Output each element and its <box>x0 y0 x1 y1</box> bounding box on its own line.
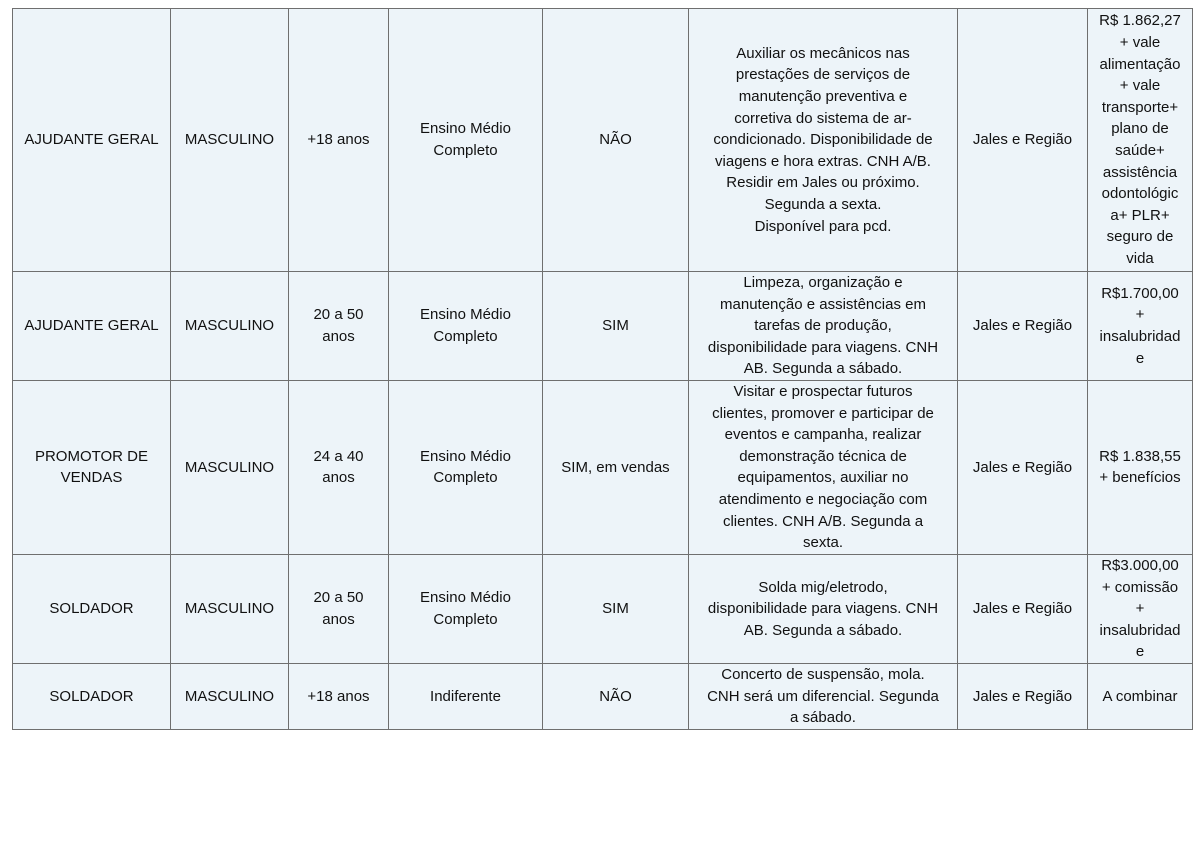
table-row <box>13 554 1193 663</box>
location-cell: Jales e Região <box>958 272 1088 381</box>
salary-cell: R$3.000,00 + comissão + insalubridad e <box>1088 554 1193 663</box>
job-listings-table <box>12 8 1193 730</box>
location-cell: Jales e Região <box>958 380 1088 554</box>
job-title-cell: SOLDADOR <box>13 663 171 729</box>
experience-cell: NÃO <box>543 9 689 272</box>
age-cell: +18 anos <box>289 663 389 729</box>
description-cell: Auxiliar os mecânicos nas prestações de serviços de manutenção preventiva e corretiva do sistema de ar- condicionado. Disponibilidade de viagens e hora extras. CNH A/B. Residir em Jales ou próximo. Segunda a sexta. Disponível para pcd. <box>689 9 958 272</box>
table-row <box>13 380 1193 554</box>
gender-cell: MASCULINO <box>171 663 289 729</box>
job-title-cell: AJUDANTE GERAL <box>13 272 171 381</box>
gender-cell: MASCULINO <box>171 380 289 554</box>
salary-cell: R$1.700,00 + insalubridad e <box>1088 272 1193 381</box>
experience-cell: SIM, em vendas <box>543 380 689 554</box>
education-cell: Ensino Médio Completo <box>389 554 543 663</box>
experience-cell: SIM <box>543 554 689 663</box>
gender-cell: MASCULINO <box>171 272 289 381</box>
gender-cell: MASCULINO <box>171 554 289 663</box>
gender-cell: MASCULINO <box>171 9 289 272</box>
job-title-cell: SOLDADOR <box>13 554 171 663</box>
education-cell: Ensino Médio Completo <box>389 9 543 272</box>
education-cell: Ensino Médio Completo <box>389 272 543 381</box>
salary-cell: A combinar <box>1088 663 1193 729</box>
age-cell: 20 a 50 anos <box>289 554 389 663</box>
table-row <box>13 663 1193 729</box>
salary-cell: R$ 1.862,27 + vale alimentação + vale transporte+ plano de saúde+ assistência odontológic a+ PLR+ seguro de vida <box>1088 9 1193 272</box>
description-cell: Limpeza, organização e manutenção e assistências em tarefas de produção, disponibilidade para viagens. CNH AB. Segunda a sábado. <box>689 272 958 381</box>
age-cell: 20 a 50 anos <box>289 272 389 381</box>
education-cell: Ensino Médio Completo <box>389 380 543 554</box>
job-title-cell: AJUDANTE GERAL <box>13 9 171 272</box>
location-cell: Jales e Região <box>958 9 1088 272</box>
table-row <box>13 9 1193 272</box>
description-cell: Concerto de suspensão, mola. CNH será um diferencial. Segunda a sábado. <box>689 663 958 729</box>
description-cell: Visitar e prospectar futuros clientes, promover e participar de eventos e campanha, realizar demonstração técnica de equipamentos, auxiliar no atendimento e negociação com clientes. CNH A/B. Segunda a sexta. <box>689 380 958 554</box>
age-cell: 24 a 40 anos <box>289 380 389 554</box>
table-row <box>13 272 1193 381</box>
location-cell: Jales e Região <box>958 554 1088 663</box>
age-cell: +18 anos <box>289 9 389 272</box>
education-cell: Indiferente <box>389 663 543 729</box>
job-title-cell: PROMOTOR DE VENDAS <box>13 380 171 554</box>
experience-cell: NÃO <box>543 663 689 729</box>
description-cell: Solda mig/eletrodo, disponibilidade para viagens. CNH AB. Segunda a sábado. <box>689 554 958 663</box>
location-cell: Jales e Região <box>958 663 1088 729</box>
experience-cell: SIM <box>543 272 689 381</box>
salary-cell: R$ 1.838,55 + benefícios <box>1088 380 1193 554</box>
